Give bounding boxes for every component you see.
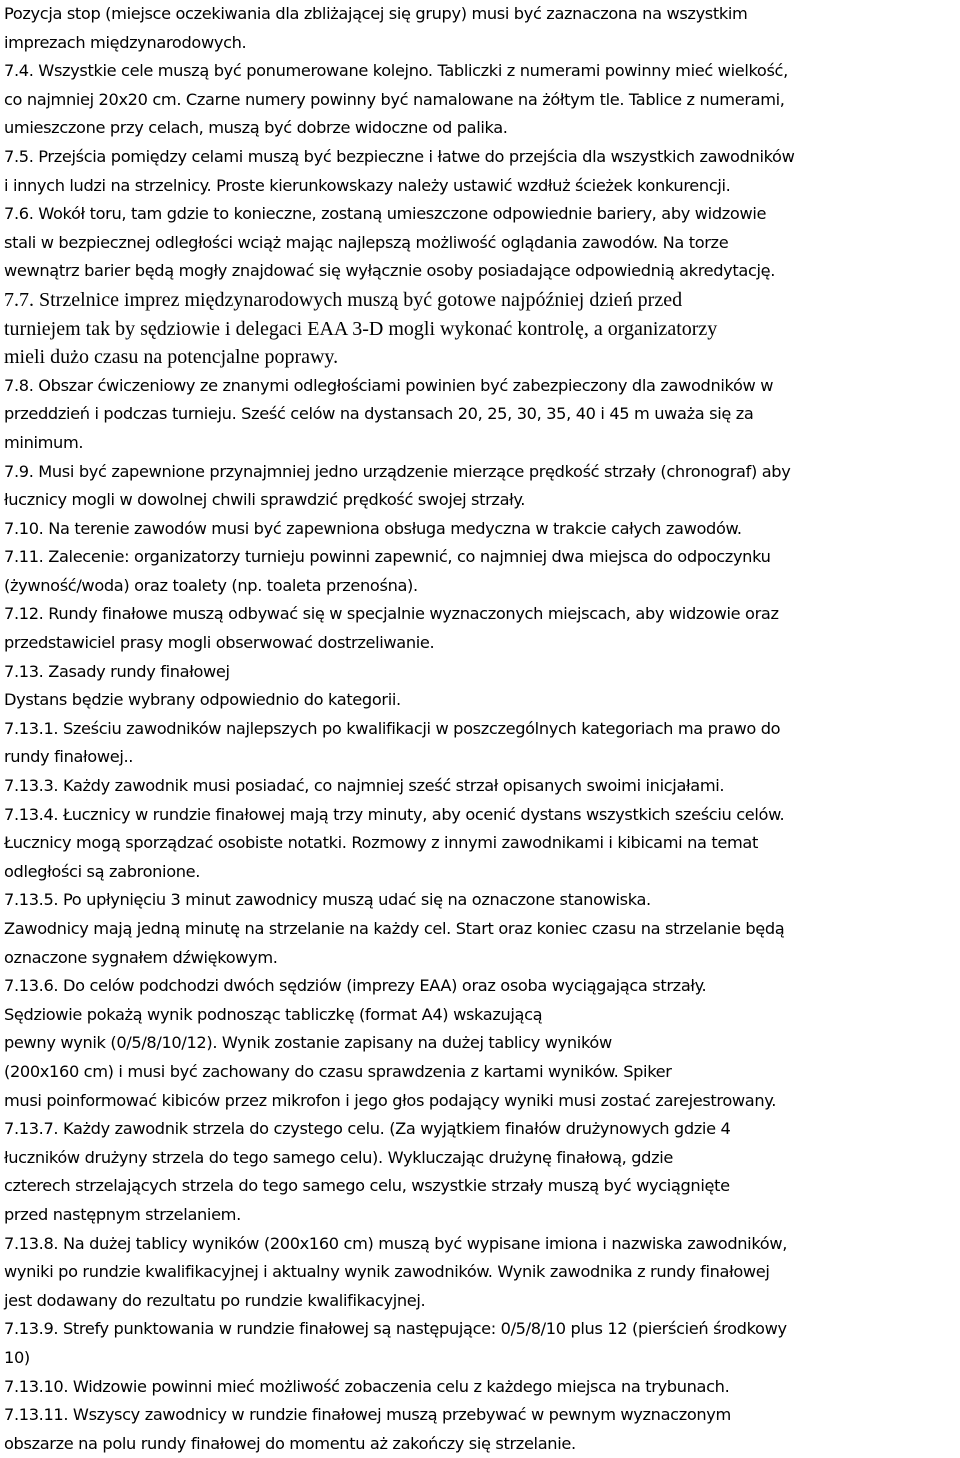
text-line: obszarze na polu rundy finałowej do momentu aż zakończy się strzelanie. (4, 1433, 576, 1453)
text-line: (200x160 cm) i musi być zachowany do czasu sprawdzenia z kartami wyników. Spiker (4, 1061, 672, 1081)
text-line: 7.13. Zasady rundy finałowej (4, 661, 230, 681)
paragraph (4, 1115, 954, 1229)
text-line: Łucznicy mogą sporządzać osobiste notatki. Rozmowy z innymi zawodnikami i kibicami na temat (4, 833, 758, 853)
text-line: Dystans będzie wybrany odpowiednio do kategorii. (4, 690, 401, 710)
text-line: 7.10. Na terenie zawodów musi być zapewniona obsługa medyczna w trakcie całych zawodów. (4, 518, 742, 538)
text-line: 7.8. Obszar ćwiczeniowy ze znanymi odległościami powinien być zabezpieczony dla zawodników w (4, 375, 774, 395)
text-line: 7.13.4. Łucznicy w rundzie finałowej mają trzy minuty, aby ocenić dystans wszystkich sześciu celów. (4, 804, 785, 824)
text-line: 7.13.5. Po upłynięciu 3 minut zawodnicy muszą udać się na oznaczone stanowiska. (4, 890, 651, 910)
text-line: łucznicy mogli w dowolnej chwili sprawdzić prędkość swojej strzały. (4, 490, 526, 510)
text-line: czterech strzelających strzela do tego samego celu, wszystkie strzały muszą być wyciągnięte (4, 1176, 730, 1196)
text-line: 7.11. Zalecenie: organizatorzy turnieju powinni zapewnić, co najmniej dwa miejsca do odpoczynku (4, 547, 771, 567)
text-line: 10) (4, 1347, 30, 1367)
paragraph (4, 372, 954, 458)
text-line: mieli dużo czasu na potencjalne poprawy. (4, 346, 339, 369)
paragraph (4, 1401, 954, 1458)
paragraph (4, 972, 954, 1115)
text-line: imprezach międzynarodowych. (4, 32, 247, 52)
text-line: 7.13.1. Sześciu zawodników najlepszych po kwalifikacji w poszczególnych kategoriach ma prawo do (4, 718, 781, 738)
text-line: wyniki po rundzie kwalifikacyjnej i aktualny wynik zawodników. Wynik zawodnika z rundy finałowej (4, 1262, 770, 1282)
paragraph (4, 458, 954, 515)
text-line: 7.13.8. Na dużej tablicy wyników (200x160 cm) muszą być wypisane imiona i nazwiska zawodników, (4, 1233, 788, 1253)
text-line: umieszczone przy celach, muszą być dobrze widoczne od palika. (4, 118, 508, 138)
document-page (4, 0, 954, 1458)
text-line: 7.12. Rundy finałowe muszą odbywać się w specjalnie wyznaczonych miejscach, aby widzowie oraz (4, 604, 779, 624)
text-line: 7.5. Przejścia pomiędzy celami muszą być bezpieczne i łatwe do przejścia dla wszystkich zawodników (4, 146, 795, 166)
paragraph (4, 200, 954, 286)
text-line: wewnątrz barier będą mogły znajdować się wyłącznie osoby posiadające odpowiednią akredytację. (4, 261, 776, 281)
text-line: stali w bezpiecznej odległości wciąż mając najlepszą możliwość oglądania zawodów. Na torze (4, 232, 729, 252)
text-line: musi poinformować kibiców przez mikrofon i jego głos podający wyniki musi zostać zarejestrowany. (4, 1090, 776, 1110)
text-line: 7.9. Musi być zapewnione przynajmniej jedno urządzenie mierzące prędkość strzały (chronograf) aby (4, 461, 791, 481)
text-line: 7.7. Strzelnice imprez międzynarodowych muszą być gotowe najpóźniej dzień przed (4, 288, 683, 311)
paragraph (4, 0, 954, 57)
paragraph (4, 1373, 954, 1402)
paragraph (4, 543, 954, 600)
paragraph (4, 286, 954, 372)
text-line: Zawodnicy mają jedną minutę na strzelanie na każdy cel. Start oraz koniec czasu na strzelanie będą (4, 919, 785, 938)
paragraph (4, 515, 954, 544)
paragraph (4, 143, 954, 200)
text-line: 7.13.7. Każdy zawodnik strzela do czystego celu. (Za wyjątkiem finałów drużynowych gdzie 4 (4, 1119, 731, 1139)
text-line: rundy finałowej.. (4, 747, 134, 767)
text-line: (żywność/woda) oraz toalety (np. toaleta przenośna). (4, 575, 418, 595)
text-line: jest dodawany do rezultatu po rundzie kwalifikacyjnej. (4, 1290, 426, 1310)
text-line: oznaczone sygnałem dźwiękowym. (4, 947, 278, 967)
paragraph (4, 801, 954, 887)
text-line: 7.13.9. Strefy punktowania w rundzie finałowej są następujące: 0/5/8/10 plus 12 (pierścień środkowy (4, 1319, 787, 1339)
text-line: przeddzień i podczas turnieju. Sześć celów na dystansach 20, 25, 30, 35, 40 i 45 m uważa się za (4, 404, 754, 424)
paragraph (4, 600, 954, 657)
paragraph (4, 658, 954, 715)
text-line: co najmniej 20x20 cm. Czarne numery powinny być namalowane na żółtym tle. Tablice z numerami, (4, 89, 785, 109)
paragraph (4, 57, 954, 143)
text-line: przedstawiciel prasy mogli obserwować dostrzeliwanie. (4, 633, 435, 653)
text-line: 7.13.6. Do celów podchodzi dwóch sędziów (imprezy EAA) oraz osoba wyciągająca strzały. (4, 976, 707, 996)
paragraph (4, 772, 954, 801)
text-line: Sędziowie pokażą wynik podnosząc tabliczkę (format A4) wskazującą (4, 1004, 543, 1024)
text-line: turniejem tak by sędziowie i delegaci EAA 3-D mogli wykonać kontrolę, a organizatorzy (4, 317, 718, 340)
text-line: minimum. (4, 432, 84, 452)
text-line: 7.13.11. Wszyscy zawodnicy w rundzie finałowej muszą przebywać w pewnym wyznaczonym (4, 1405, 731, 1425)
text-line: łuczników drużyny strzela do tego samego celu). Wykluczając drużynę finałową, gdzie (4, 1147, 674, 1167)
text-line: 7.13.3. Każdy zawodnik musi posiadać, co najmniej sześć strzał opisanych swoimi inicjałami. (4, 776, 725, 796)
paragraph (4, 886, 954, 972)
paragraph (4, 715, 954, 772)
text-line: 7.4. Wszystkie cele muszą być ponumerowane kolejno. Tabliczki z numerami powinny mieć wielkość, (4, 61, 788, 81)
text-line: odległości są zabronione. (4, 861, 201, 881)
text-line: i innych ludzi na strzelnicy. Proste kierunkowskazy należy ustawić wzdłuż ścieżek konkurencji. (4, 175, 731, 195)
text-line: 7.6. Wokół toru, tam gdzie to konieczne, zostaną umieszczone odpowiednie bariery, aby widzowie (4, 204, 767, 224)
text-line: 7.13.10. Widzowie powinni mieć możliwość zobaczenia celu z każdego miejsca na trybunach. (4, 1376, 730, 1396)
paragraph (4, 1230, 954, 1316)
text-line: przed następnym strzelaniem. (4, 1204, 241, 1224)
text-line: Pozycja stop (miejsce oczekiwania dla zbliżającej się grupy) musi być zaznaczona na wszystkim (4, 4, 748, 23)
text-line: pewny wynik (0/5/8/10/12). Wynik zostanie zapisany na dużej tablicy wyników (4, 1033, 612, 1053)
paragraph (4, 1315, 954, 1372)
